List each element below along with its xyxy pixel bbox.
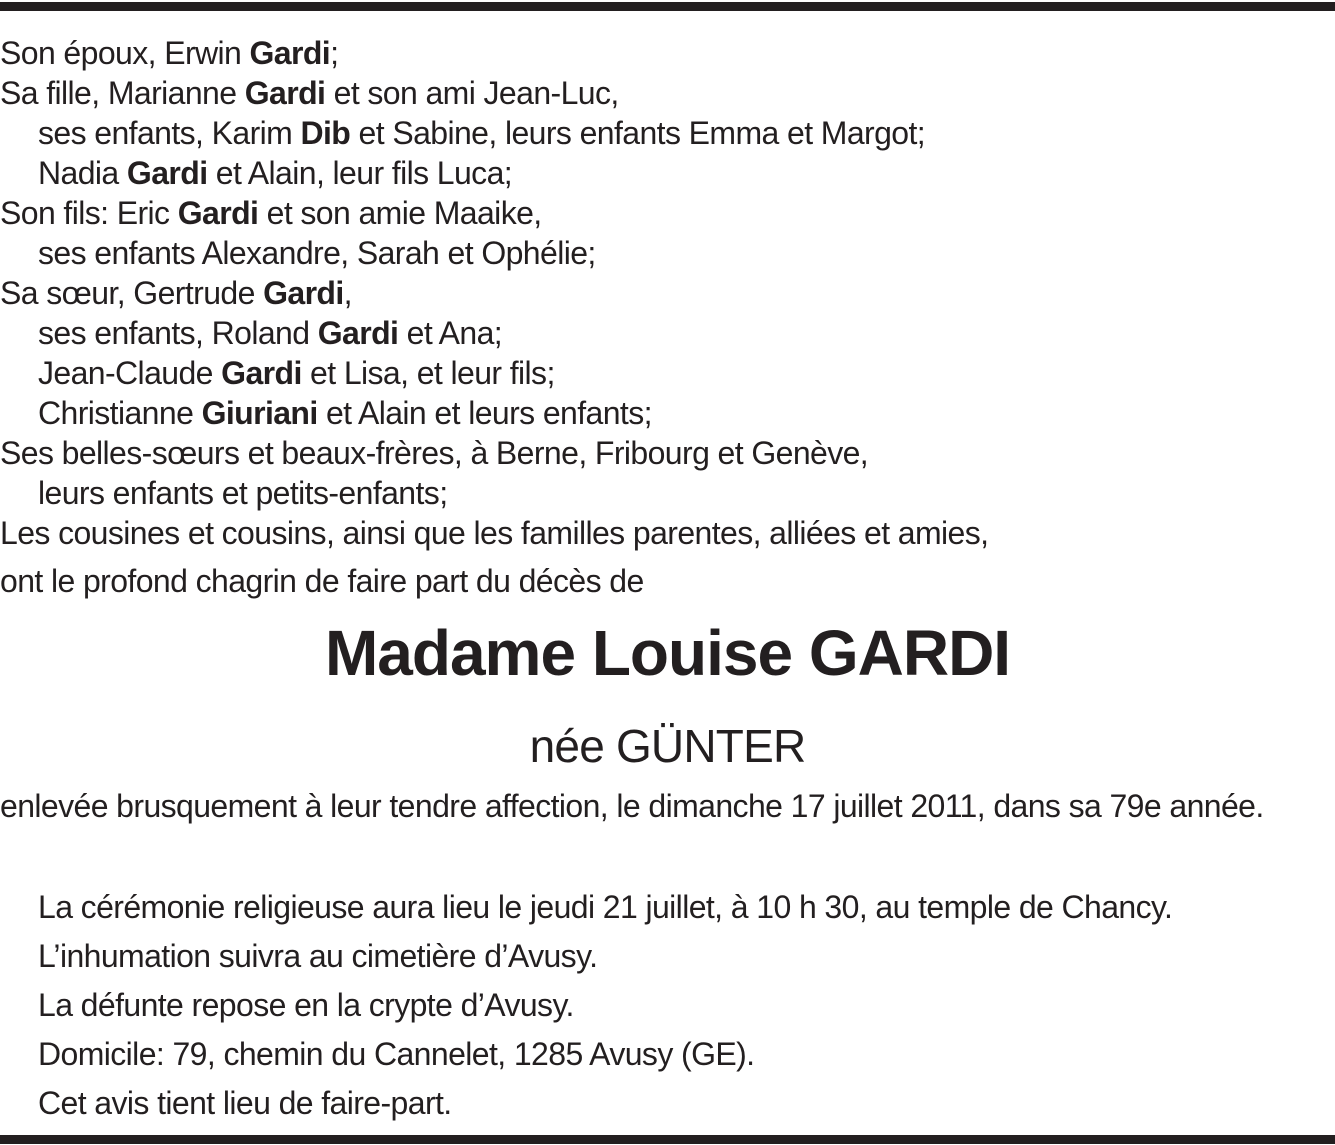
surname: Gardi	[177, 195, 259, 231]
family-line	[0, 33, 1335, 73]
surname: Gardi	[221, 355, 302, 391]
surname: Gardi	[249, 35, 331, 71]
family-line	[0, 113, 1335, 153]
text-segment: Christianne	[38, 395, 202, 431]
text-segment: leurs enfants et petits-enfants;	[38, 475, 448, 511]
bottom-rule	[0, 1135, 1335, 1144]
text-segment: Sa sœur, Gertrude	[0, 275, 264, 311]
text-segment: ses enfants Alexandre, Sarah et Ophélie;	[38, 235, 596, 271]
text-segment: Ses belles-sœurs et beaux-frères, à Berne, Fribourg et Genève,	[0, 435, 869, 471]
text-segment: Nadia	[38, 155, 127, 191]
family-line	[0, 353, 1335, 393]
family-line	[0, 233, 1335, 273]
death-notice-text: enlevée brusquement à leur tendre affection, le dimanche 17 juillet 2011, dans sa 79e année.	[0, 788, 1264, 824]
family-list	[0, 33, 1335, 553]
ceremony-details	[0, 883, 1335, 1128]
text-segment: Sa fille, Marianne	[0, 75, 245, 111]
text-segment: ,	[343, 275, 352, 311]
ceremony-line: Cet avis tient lieu de faire-part.	[38, 1085, 452, 1121]
deceased-name: Madame Louise GARDI	[324, 617, 1011, 689]
family-line	[0, 73, 1335, 113]
text-segment: ses enfants, Roland	[38, 315, 318, 351]
maiden-name: née GÜNTER	[529, 720, 806, 772]
text-segment: et Alain, leur fils Luca;	[207, 155, 513, 191]
family-line	[0, 313, 1335, 353]
family-line	[0, 393, 1335, 433]
text-segment: et Sabine, leurs enfants Emma et Margot;	[350, 115, 926, 151]
surname: Gardi	[244, 75, 326, 111]
family-line	[0, 473, 1335, 513]
text-segment: et Alain et leurs enfants;	[317, 395, 652, 431]
ceremony-line: Domicile: 79, chemin du Cannelet, 1285 Avusy (GE).	[38, 1036, 755, 1072]
surname: Gardi	[126, 155, 208, 191]
family-line	[0, 513, 1335, 553]
family-line	[0, 433, 1335, 473]
text-segment: et Lisa, et leur fils;	[301, 355, 555, 391]
ceremony-line: La cérémonie religieuse aura lieu le jeudi 21 juillet, à 10 h 30, au temple de Chancy.	[38, 889, 1173, 925]
top-rule	[0, 2, 1335, 11]
text-segment: Son époux, Erwin	[0, 35, 250, 71]
text-segment: et son ami Jean-Luc,	[325, 75, 619, 111]
family-line	[0, 273, 1335, 313]
surname: Gardi	[317, 315, 399, 351]
ceremony-line: La défunte repose en la crypte d’Avusy.	[38, 987, 574, 1023]
text-segment: et Ana;	[398, 315, 503, 351]
text-segment: ses enfants, Karim	[38, 115, 301, 151]
text-segment: Son fils: Eric	[0, 195, 178, 231]
family-line	[0, 193, 1335, 233]
surname: Giuriani	[201, 395, 318, 431]
family-line	[0, 153, 1335, 193]
announcement-text: ont le profond chagrin de faire part du décès de	[0, 563, 644, 599]
text-segment: ;	[330, 35, 339, 71]
text-segment: Jean-Claude	[38, 355, 222, 391]
surname: Dib	[300, 115, 351, 151]
surname: Gardi	[263, 275, 344, 311]
text-segment: Les cousines et cousins, ainsi que les familles parentes, alliées et amies,	[0, 515, 989, 551]
ceremony-line: L’inhumation suivra au cimetière d’Avusy.	[38, 938, 598, 974]
text-segment: et son amie Maaike,	[258, 195, 542, 231]
